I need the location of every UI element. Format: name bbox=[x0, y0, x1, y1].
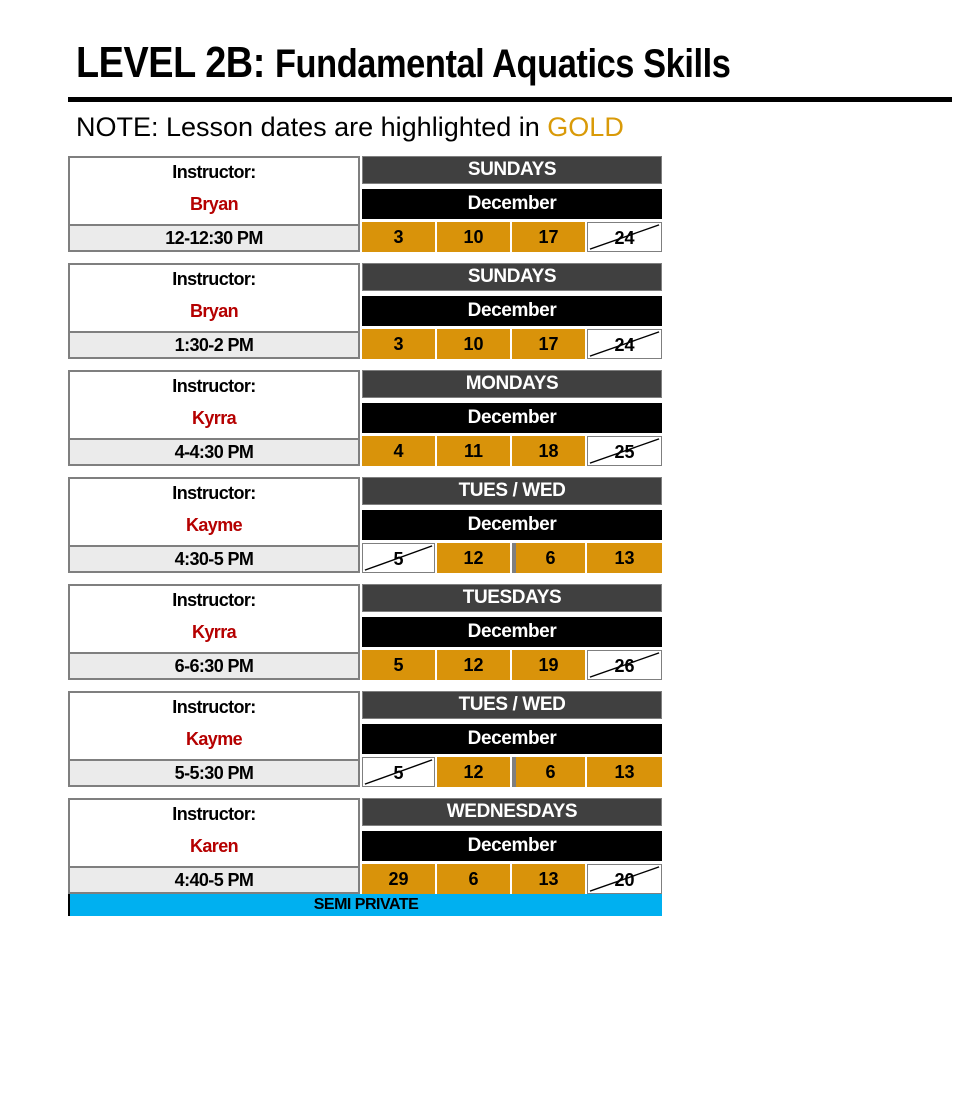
instructor-label: Instructor: bbox=[172, 697, 256, 717]
date-cell-lesson bbox=[437, 329, 510, 359]
date-number: 24 bbox=[614, 228, 635, 248]
date-cell-lesson bbox=[362, 329, 435, 359]
date-cell-lesson bbox=[362, 864, 435, 894]
date-number: 12 bbox=[463, 655, 484, 675]
date-number: 10 bbox=[463, 334, 484, 354]
date-cell-lesson bbox=[512, 222, 585, 252]
date-number: 6 bbox=[545, 548, 556, 568]
date-cell-lesson bbox=[512, 650, 585, 680]
month-header: December bbox=[362, 510, 662, 540]
instructor-panel bbox=[68, 156, 360, 252]
semi-private-banner: SEMI PRIVATE bbox=[68, 894, 662, 916]
lesson-time: 5-5:30 PM bbox=[70, 759, 358, 785]
date-cell-cancelled bbox=[587, 222, 662, 252]
instructor-name: Kyrra bbox=[191, 622, 237, 642]
date-number: 11 bbox=[463, 441, 484, 461]
lesson-time: 4-4:30 PM bbox=[70, 438, 358, 464]
date-cell-cancelled bbox=[362, 543, 435, 573]
day-header: SUNDAYS bbox=[362, 263, 662, 291]
date-number: 24 bbox=[614, 335, 635, 355]
month-header: December bbox=[362, 617, 662, 647]
month-header: December bbox=[362, 724, 662, 754]
instructor-panel bbox=[68, 691, 360, 787]
note-prefix: NOTE: Lesson dates are highlighted in bbox=[76, 112, 540, 142]
date-cell-cancelled bbox=[587, 864, 662, 894]
schedule-block bbox=[68, 691, 662, 787]
instructor-name: Kayme bbox=[185, 515, 243, 535]
level-code: LEVEL 2B: bbox=[76, 38, 265, 87]
date-number: 12 bbox=[463, 548, 484, 568]
level-name: Fundamental Aquatics Skills bbox=[274, 42, 731, 86]
date-cell-lesson bbox=[362, 650, 435, 680]
lesson-time: 4:40-5 PM bbox=[70, 866, 358, 892]
month-header: December bbox=[362, 296, 662, 326]
schedule-block bbox=[68, 156, 662, 252]
date-number: 13 bbox=[614, 762, 635, 782]
day-header: MONDAYS bbox=[362, 370, 662, 398]
month-header: December bbox=[362, 831, 662, 861]
date-row bbox=[362, 757, 662, 787]
date-row bbox=[362, 436, 662, 466]
schedule-block bbox=[68, 477, 662, 573]
instructor-name: Kayme bbox=[185, 729, 243, 749]
day-header: TUES / WED bbox=[362, 477, 662, 505]
lesson-time: 4:30-5 PM bbox=[70, 545, 358, 571]
date-number: 20 bbox=[614, 870, 635, 890]
instructor-label: Instructor: bbox=[172, 269, 256, 289]
date-number: 6 bbox=[468, 869, 479, 889]
date-number: 17 bbox=[538, 334, 559, 354]
day-header: WEDNESDAYS bbox=[362, 798, 662, 826]
date-number: 3 bbox=[393, 227, 404, 247]
lesson-time: 6-6:30 PM bbox=[70, 652, 358, 678]
date-cell-lesson bbox=[362, 436, 435, 466]
instructor-name: Bryan bbox=[189, 194, 239, 214]
date-row bbox=[362, 543, 662, 573]
date-cell-lesson bbox=[437, 436, 510, 466]
date-cell-lesson bbox=[437, 650, 510, 680]
title-divider bbox=[68, 97, 952, 102]
date-cell-lesson bbox=[512, 543, 585, 573]
day-header: TUES / WED bbox=[362, 691, 662, 719]
date-number: 13 bbox=[538, 869, 559, 889]
date-cell-lesson bbox=[437, 757, 510, 787]
date-number: 4 bbox=[393, 441, 404, 461]
date-cell-cancelled bbox=[587, 329, 662, 359]
instructor-name: Bryan bbox=[189, 301, 239, 321]
date-cell-lesson bbox=[512, 864, 585, 894]
note-text bbox=[76, 110, 624, 144]
date-number: 18 bbox=[538, 441, 559, 461]
date-cell-lesson bbox=[437, 543, 510, 573]
page-title bbox=[76, 36, 730, 91]
date-number: 5 bbox=[393, 763, 404, 783]
date-number: 10 bbox=[463, 227, 484, 247]
note-highlight-word: GOLD bbox=[547, 112, 624, 142]
date-row bbox=[362, 650, 662, 680]
date-number: 17 bbox=[538, 227, 559, 247]
date-cell-lesson bbox=[512, 436, 585, 466]
date-number: 12 bbox=[463, 762, 484, 782]
date-number: 19 bbox=[538, 655, 559, 675]
instructor-panel bbox=[68, 477, 360, 573]
instructor-name: Kyrra bbox=[191, 408, 237, 428]
instructor-label: Instructor: bbox=[172, 376, 256, 396]
schedule-block bbox=[68, 584, 662, 680]
date-row bbox=[362, 222, 662, 252]
date-row bbox=[362, 329, 662, 359]
instructor-name: Karen bbox=[189, 836, 239, 856]
date-number: 6 bbox=[545, 762, 556, 782]
date-number: 3 bbox=[393, 334, 404, 354]
month-header: December bbox=[362, 403, 662, 433]
date-number: 13 bbox=[614, 548, 635, 568]
date-number: 5 bbox=[393, 655, 404, 675]
instructor-panel bbox=[68, 263, 360, 359]
instructor-panel bbox=[68, 584, 360, 680]
date-number: 25 bbox=[614, 442, 635, 462]
date-cell-cancelled bbox=[587, 650, 662, 680]
lesson-time: 12-12:30 PM bbox=[70, 224, 358, 250]
day-header: SUNDAYS bbox=[362, 156, 662, 184]
date-cell-lesson bbox=[587, 543, 662, 573]
date-cell-lesson bbox=[512, 757, 585, 787]
instructor-label: Instructor: bbox=[172, 162, 256, 182]
date-cell-lesson bbox=[437, 222, 510, 252]
schedule-block bbox=[68, 263, 662, 359]
date-number: 5 bbox=[393, 549, 404, 569]
month-header: December bbox=[362, 189, 662, 219]
date-number: 29 bbox=[388, 869, 409, 889]
instructor-label: Instructor: bbox=[172, 590, 256, 610]
date-number: 26 bbox=[614, 656, 635, 676]
date-cell-cancelled bbox=[587, 436, 662, 466]
day-header: TUESDAYS bbox=[362, 584, 662, 612]
date-cell-lesson bbox=[362, 222, 435, 252]
instructor-panel bbox=[68, 370, 360, 466]
date-row bbox=[362, 864, 662, 894]
instructor-label: Instructor: bbox=[172, 483, 256, 503]
instructor-label: Instructor: bbox=[172, 804, 256, 824]
date-cell-lesson bbox=[437, 864, 510, 894]
schedule-block bbox=[68, 370, 662, 466]
schedule-block bbox=[68, 798, 662, 913]
lesson-time: 1:30-2 PM bbox=[70, 331, 358, 357]
schedule-table bbox=[68, 156, 662, 913]
date-cell-lesson bbox=[512, 329, 585, 359]
date-cell-lesson bbox=[587, 757, 662, 787]
date-cell-cancelled bbox=[362, 757, 435, 787]
instructor-panel bbox=[68, 798, 360, 894]
